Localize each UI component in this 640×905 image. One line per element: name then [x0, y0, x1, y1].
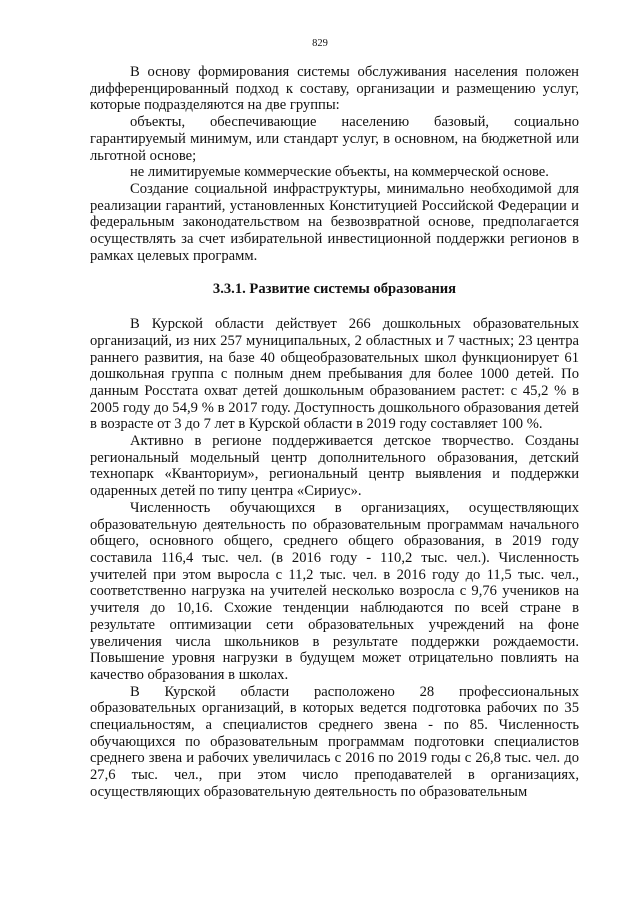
paragraph-service-approach: В основу формирования системы обслуживания населения положен дифференцированный подход к составу, организации и размещению услуг, которые подразделяются на две группы:	[90, 64, 579, 114]
document-body	[90, 64, 579, 801]
paragraph-creativity: Активно в регионе поддерживается детское творчество. Созданы региональный модельный центр дополнительного образования, детский технопарк «Кванториум», региональный центр выявления и поддержки одаренных детей по типу центра «Сириус».	[90, 433, 579, 500]
paragraph-vocational: В Курской области расположено 28 профессиональных образовательных организаций, в которых ведется подготовка рабочих по 35 специальностям, а специалистов среднего звена - по 85. Численность обучающихся по образовательным программам подготовки специалистов среднего звена и рабочих увеличилась с 2016 по 2019 годы с 26,8 тыс. чел. до 27,6 тыс. чел., при этом число преподавателей в организациях, осуществляющих образовательную деятельность по образовательным	[90, 683, 579, 800]
paragraph-preschool: В Курской области действует 266 дошкольных образовательных организаций, из них 257 муниципальных, 2 областных и 7 частных; 23 центра раннего развития, на базе 40 общеобразовательных школ функционирует 61 дошкольная группа с полным днем пребывания для более 1000 детей. По данным Росстата охват детей дошкольным образованием растет: с 45,2 % в 2005 году до 54,9 % в 2017 году. Доступность дошкольного образования детей в возрасте от 3 до 7 лет в Курской области в 2019 году составляет 100 %.	[90, 316, 579, 433]
page-number: 829	[312, 38, 328, 49]
section-heading: 3.3.1. Развитие системы образования	[212, 281, 457, 298]
paragraph-commercial-objects: не лимитируемые коммерческие объекты, на коммерческой основе.	[130, 164, 549, 181]
paragraph-social-infrastructure: Создание социальной инфраструктуры, минимально необходимой для реализации гарантий, установленных Конституцией Российской Федерации и федеральным законодательством на безвозвратной основе, предполагается осуществлять за счет избирательной инвестиционной поддержки регионов в рамках целевых программ.	[90, 180, 579, 264]
paragraph-students-teachers: Численность обучающихся в организациях, осуществляющих образовательную деятельность по образовательным программам начального общего, основного общего, среднего общего образования, в 2019 году составила 116,4 тыс. чел. (в 2016 году - 110,2 тыс. чел.). Численность учителей при этом выросла с 11,2 тыс. чел. в 2016 году до 11,5 тыс. чел., соответственно нагрузка на учителей несколько возросла с 9,76 учеников на учителя до 10,16. Схожие тенденции наблюдаются по всей стране в результате оптимизации сети образовательных учреждений на фоне увеличения числа школьников в результате поддержки рождаемости. Повышение уровня нагрузки в будущем может отрицательно повлиять на качество образования в школах.	[90, 499, 579, 683]
paragraph-basic-objects: объекты, обеспечивающие населению базовый, социально гарантируемый минимум, или стандарт услуг, в основном, на бюджетной или льготной основе;	[90, 114, 579, 164]
